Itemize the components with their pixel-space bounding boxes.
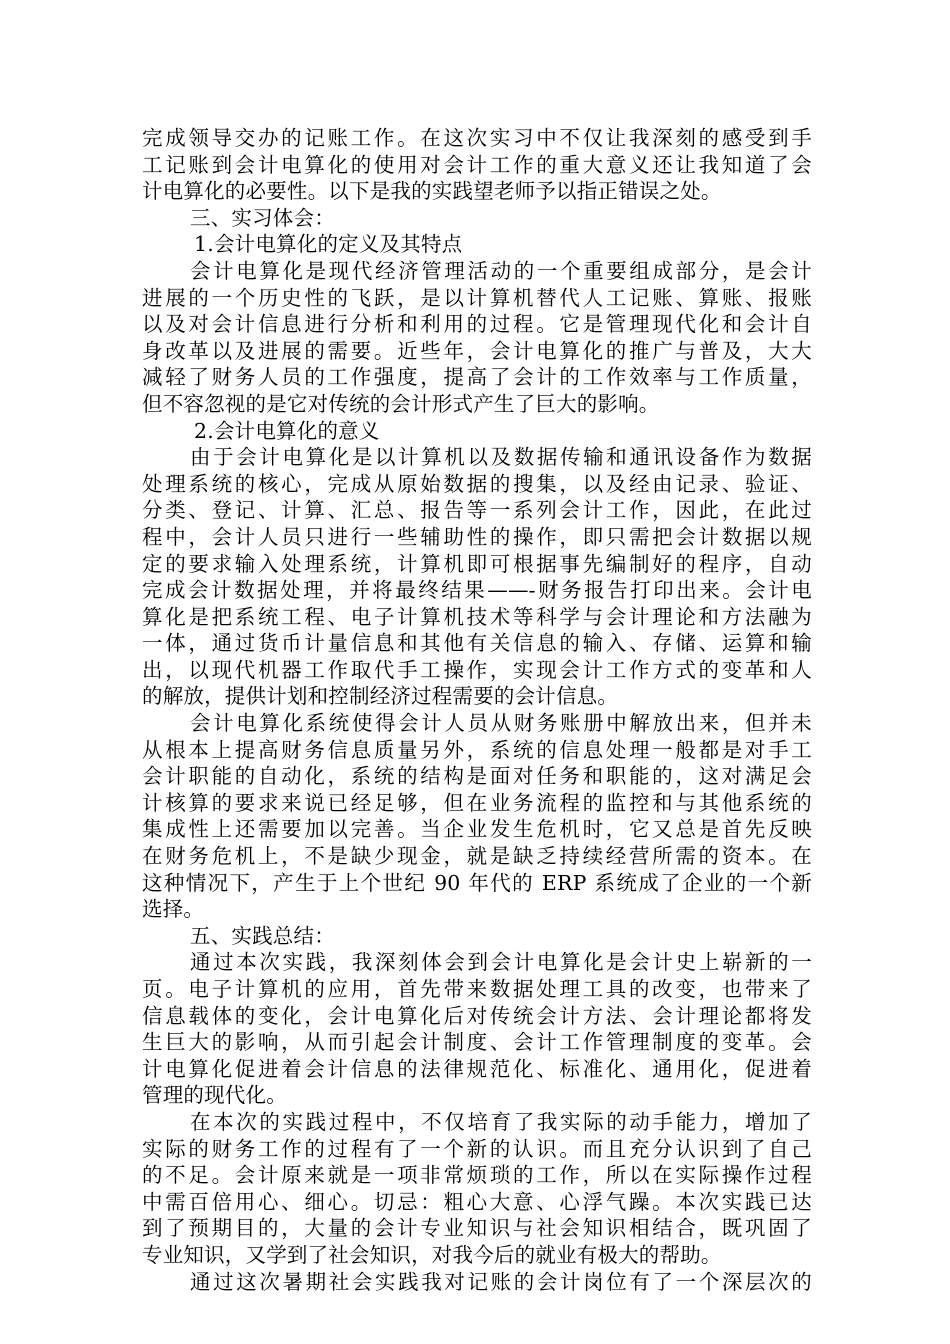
text-line: 计电算化的必要性。以下是我的实践望老师予以指正错误之处。	[142, 179, 722, 204]
text-line: 处理系统的核心，完成从原始数据的搜集，以及经由记录、验证、	[142, 471, 812, 496]
text-line: 算化是把系统工程、电子计算机技术等科学与会计理论和方法融为	[142, 604, 812, 629]
text-line: 进展的一个历史性的飞跃，是以计算机替代人工记账、算账、报账	[142, 285, 812, 310]
text-line: 分类、登记、计算、汇总、报告等一系列会计工作，因此，在此过	[142, 498, 812, 523]
text-line: 选择。	[142, 897, 205, 922]
text-line: 信息载体的变化，会计电算化后对传统会计方法、会计理论都将发	[142, 1003, 812, 1028]
text-line: 身改革以及进展的需要。近些年，会计电算化的推广与普及，大大	[142, 338, 812, 363]
text-line: 到了预期目的，大量的会计专业知识与社会知识相结合，既巩固了	[142, 1216, 812, 1241]
text-line: 管理的现代化。	[142, 1083, 287, 1108]
text-line: 通过这次暑期社会实践我对记账的会计岗位有了一个深层次的	[190, 1269, 812, 1294]
text-line: 以及对会计信息进行分析和利用的过程。它是管理现代化和会计自	[142, 312, 812, 337]
section-heading: 五、实践总结：	[190, 923, 335, 948]
text-line: 集成性上还需要加以完善。当企业发生危机时，它又总是首先反映	[142, 817, 812, 842]
text-line: 程中，会计人员只进行一些辅助性的操作，即只需把会计数据以规	[142, 524, 812, 549]
text-line: 会计职能的自动化，系统的结构是面对任务和职能的，这对满足会	[142, 764, 812, 789]
text-line: 计核算的要求来说已经足够，但在业务流程的监控和与其他系统的	[142, 790, 812, 815]
text-line: 一体，通过货币计量信息和其他有关信息的输入、存储、运算和输	[142, 631, 812, 656]
text-line: 但不容忽视的是它对传统的会计形式产生了巨大的影响。	[142, 391, 660, 416]
text-line: 在财务危机上，不是缺少现金，就是缺乏持续经营所需的资本。在	[142, 844, 812, 869]
text-line: 的不足。会计原来就是一项非常烦琐的工作，所以在实际操作过程	[142, 1163, 812, 1188]
text-line: 计电算化促进着会计信息的法律规范化、标准化、通用化，促进着	[142, 1056, 812, 1081]
subsection-heading: 1.会计电算化的定义及其特点	[194, 232, 463, 257]
text-line: 完成领导交办的记账工作。在这次实习中不仅让我深刻的感受到手	[142, 126, 812, 150]
document-body	[142, 125, 812, 1295]
text-line: 中需百倍用心、细心。切忌：粗心大意、心浮气躁。本次实践已达	[142, 1189, 812, 1214]
text-line: 这种情况下，产生于上个世纪 90 年代的 ERP 系统成了企业的一个新	[142, 870, 812, 895]
text-line: 工记账到会计电算化的使用对会计工作的重大意义还让我知道了会	[142, 152, 812, 177]
text-line: 专业知识，又学到了社会知识，对我今后的就业有极大的帮助。	[142, 1242, 722, 1267]
text-line: 完成会计数据处理，并将最终结果——-财务报告打印出来。会计电	[142, 578, 812, 603]
text-line: 页。电子计算机的应用，首先带来数据处理工具的改变，也带来了	[142, 977, 812, 1001]
text-line: 生巨大的影响，从而引起会计制度、会计工作管理制度的变革。会	[142, 1030, 812, 1055]
text-line: 减轻了财务人员的工作强度，提高了会计的工作效率与工作质量，	[142, 365, 812, 390]
text-line: 在本次的实践过程中，不仅培育了我实际的动手能力，增加了	[190, 1109, 812, 1134]
text-line: 会计电算化是现代经济管理活动的一个重要组成部分，是会计	[190, 258, 812, 283]
text-line: 从根本上提高财务信息质量另外，系统的信息处理一般都是对手工	[142, 737, 812, 762]
text-line: 会计电算化系统使得会计人员从财务账册中解放出来，但并未	[190, 711, 812, 736]
text-line: 由于会计电算化是以计算机以及数据传输和通讯设备作为数据	[190, 445, 812, 470]
subsection-heading: 2.会计电算化的意义	[194, 418, 380, 443]
text-line: 通过本次实践，我深刻体会到会计电算化是会计史上崭新的一	[190, 950, 812, 975]
text-line: 定的要求输入处理系统，计算机即可根据事先编制好的程序，自动	[142, 551, 812, 576]
text-line: 出，以现代机器工作取代手工操作，实现会计工作方式的变革和人	[142, 657, 812, 682]
text-line: 的解放，提供计划和控制经济过程需要的会计信息。	[142, 684, 619, 709]
section-heading: 三、实习体会：	[190, 205, 335, 230]
text-line: 实际的财务工作的过程有了一个新的认识。而且充分认识到了自己	[142, 1136, 812, 1161]
